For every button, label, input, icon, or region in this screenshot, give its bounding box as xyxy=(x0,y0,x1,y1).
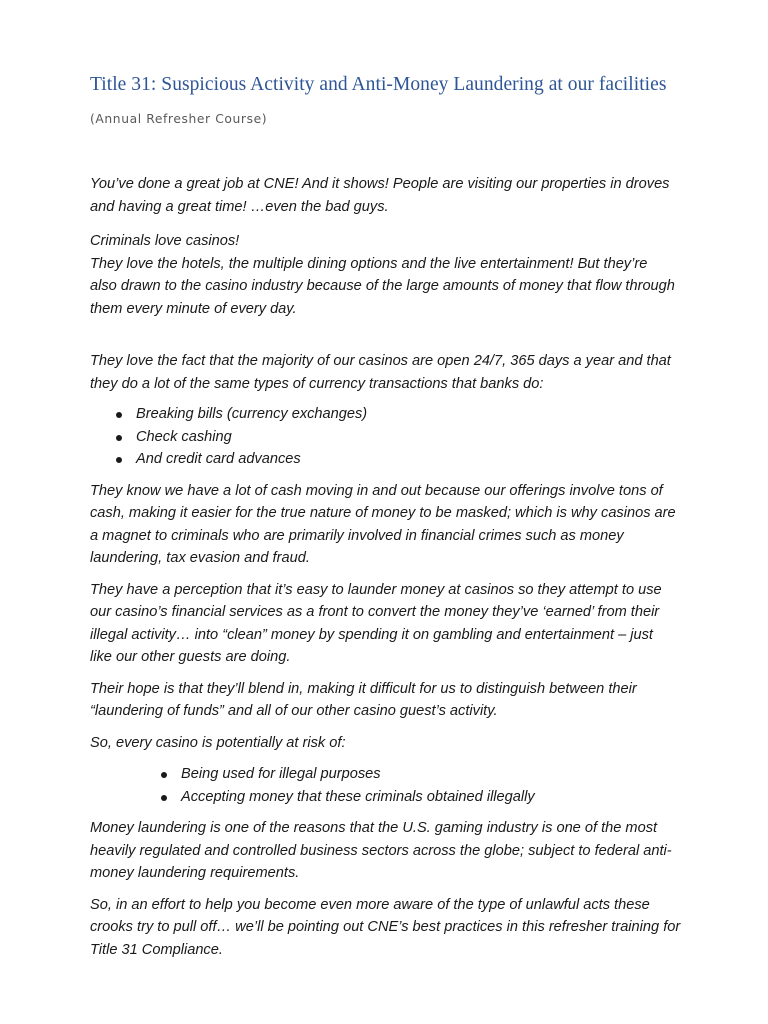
text-line: laundering, tax evasion and fraud. xyxy=(90,550,310,566)
text-line: heavily regulated and controlled business sectors across the globe; subject to federal anti- xyxy=(90,842,672,859)
list-item: And credit card advances xyxy=(90,448,706,471)
paragraph-cash-moving xyxy=(90,480,706,570)
paragraph-at-risk xyxy=(90,732,706,755)
bullet-icon xyxy=(161,772,167,778)
bullet-icon xyxy=(161,795,167,801)
paragraph-training xyxy=(90,894,706,962)
text-line: They love the hotels, the multiple dining options and the live entertainment! But they’re xyxy=(90,255,648,272)
text-line: They know we have a lot of cash moving in and out because our offerings involve tons of xyxy=(90,482,663,499)
text-line: a magnet to criminals who are primarily involved in financial crimes such as money xyxy=(90,527,624,544)
text-line: illegal activity… into “clean” money by spending it on gambling and entertainment – just xyxy=(90,626,653,643)
bullet-list-risks xyxy=(90,763,706,808)
text-line: cash, making it easier for the true nature of money to be masked; which is why casinos are xyxy=(90,505,676,521)
text-line: Their hope is that they’ll blend in, making it difficult for us to distinguish between their xyxy=(90,680,637,697)
paragraph-perception xyxy=(90,579,706,669)
text-line: Title 31 Compliance. xyxy=(90,941,223,958)
paragraph-regulation xyxy=(90,817,706,885)
document-title: Title 31: Suspicious Activity and Anti-Money Laundering at our facilities xyxy=(90,74,667,95)
text-line: and having a great time! …even the bad guys. xyxy=(90,198,389,215)
text-line: crooks try to pull off… we’ll be pointing out CNE’s best practices in this refresher training for xyxy=(90,919,681,935)
document-body xyxy=(90,173,706,961)
text-line: also drawn to the casino industry because of the large amounts of money that flow through xyxy=(90,278,675,294)
text-line: They love the fact that the majority of our casinos are open 24/7, 365 days a year and that xyxy=(90,353,671,369)
text-line: So, every casino is potentially at risk of: xyxy=(90,734,346,751)
paragraph-open-24-7 xyxy=(90,350,706,395)
bullet-list-transactions xyxy=(90,403,706,471)
list-item: Accepting money that these criminals obtained illegally xyxy=(90,786,706,809)
bullet-icon xyxy=(116,435,122,441)
text-line: You’ve done a great job at CNE! And it shows! People are visiting our properties in droves xyxy=(90,176,670,192)
text-line: like our other guests are doing. xyxy=(90,649,291,665)
bullet-icon xyxy=(116,457,122,463)
text-line: our casino’s financial services as a front to convert the money they’ve ‘earned’ from their xyxy=(90,604,660,620)
text-line: money laundering requirements. xyxy=(90,865,300,881)
text-line: them every minute of every day. xyxy=(90,300,297,317)
bullet-icon xyxy=(116,412,122,418)
text-line: they do a lot of the same types of currency transactions that banks do: xyxy=(90,375,544,392)
text-line: “laundering of funds” and all of our other casino guest’s activity. xyxy=(90,703,498,719)
text-line: So, in an effort to help you become even more aware of the type of unlawful acts these xyxy=(90,896,650,913)
list-item: Breaking bills (currency exchanges) xyxy=(90,403,706,426)
text-line: They have a perception that it’s easy to launder money at casinos so they attempt to use xyxy=(90,581,662,598)
paragraph-criminals xyxy=(90,230,706,320)
paragraph-intro xyxy=(90,173,706,218)
paragraph-blend-in xyxy=(90,678,706,723)
text-line: Money laundering is one of the reasons that the U.S. gaming industry is one of the most xyxy=(90,820,658,836)
document-subtitle: (Annual Refresher Course) xyxy=(90,112,268,126)
list-item: Being used for illegal purposes xyxy=(90,763,706,786)
text-line: Criminals love casinos! xyxy=(90,233,240,249)
list-item: Check cashing xyxy=(90,426,706,449)
